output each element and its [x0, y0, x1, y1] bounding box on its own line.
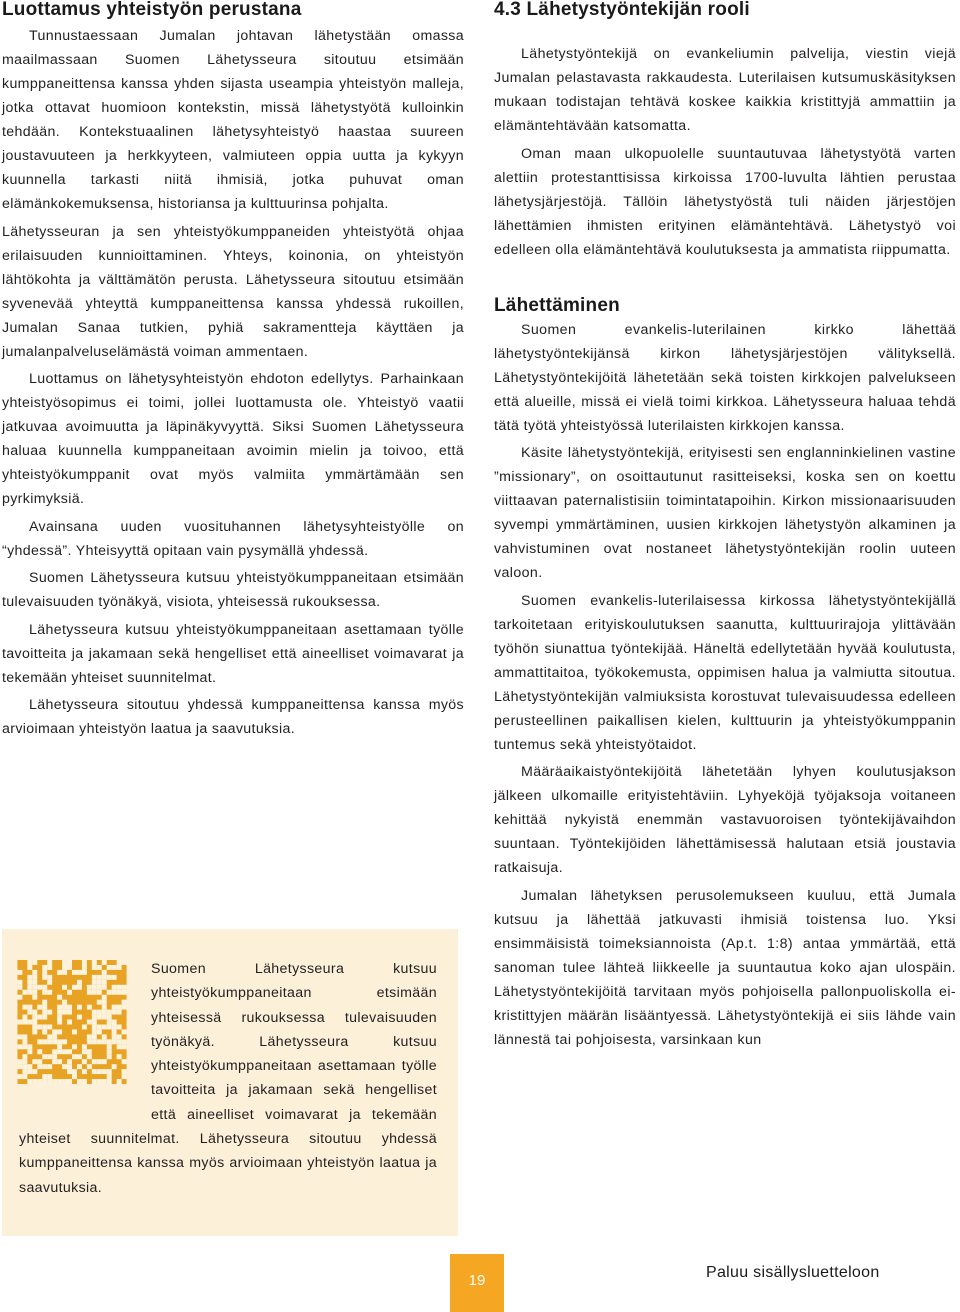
section-heading-luottamus: Luottamus yhteistyön perustana: [2, 0, 302, 20]
page-number: 19: [468, 1272, 486, 1289]
body-paragraph: Suomen evankelis-luterilaisessa kirkossa lähetystyöntekijällä tarkoitetaan erityiskoulutuksen saanutta, kulttuurirajoja ylittävään työhön siunattua työntekijää. Häneltä edellytetään hyvää koulutusta, ammattitaitoa, työkokemusta, oppimisen halua ja valmiutta sitoutua. Lähetystyöntekijän valmiuksista korostuvat tulevaisuudessa edelleen perusteellinen paikallisen kielen, kulttuurin ja yhteistyökumppanin tuntemus sekä yhteistyötaidot.: [494, 592, 956, 753]
body-paragraph: Luottamus on lähetysyhteistyön ehdoton edellytys. Parhainkaan yhteistyösopimus ei toimi, jollei luottamusta ole. Yhteistyö vaatii jatkuvaa avoimuutta ja läpinäkyvyyttä. Siksi Suomen Lähetysseura haluaa kuunnella kumppaneitaan avoimin mielin ja toivoo, että yhteistyökumppanit ovat myös valmiita ymmärtämään sen pyrkimyksiä.: [2, 371, 464, 507]
body-paragraph: Tunnustaessaan Jumalan johtavan lähetystään omassa maailmassaan Suomen Lähetysseura sitoutuu etsimään kumppaneittensa kanssa yhden sijasta useampia yhteistyön malleja, jotka ottavat huomioon kontekstin, missä lähetystyötä kulloinkin tehdään. Kontekstuaalinen lähetysyhteistyö haastaa suureen joustavuuteen ja herkkyyteen, valmiuteen oppia uutta ja kykyyn kuunnella tarkasti niitä ihmisiä, jotka puhuvat oman elämänkokemuksensa, historiansa ja kulttuurinsa pohjalta.: [2, 28, 464, 212]
body-paragraph: Lähetysseura sitoutuu yhdessä kumppaneittensa kanssa myös arvioimaan yhteistyön laatua ja saavutuksia.: [2, 697, 464, 737]
body-paragraph: Suomen Lähetysseura kutsuu yhteistyökumppaneitaan etsimään tulevaisuuden työnäkyä, visiota, yhteisessä rukouksessa.: [2, 570, 464, 610]
body-paragraph: Jumalan lähetyksen perusolemukseen kuuluu, että Jumala kutsuu ja lähettää jatkuvasti ihmisiä toistensa luo. Yksi ensimmäisistä toimeksiannoista (Ap.t. 1:8) antaa ymmärtää, että sanoman tulee lähteä liikkeelle ja suuntautua koko ajan ulospäin. Lähetystyöntekijöitä tarvitaan myös pohjoisella pallonpuoliskolla ei-kristittyjen määrän lisääntyessä. Lähetystyöntekijä ei siis lähde vain lännestä tai pohjoisesta, varsinkaan kun: [494, 887, 956, 1048]
body-paragraph: Lähetystyöntekijä on evankeliumin palvelija, viestin viejä Jumalan pelastavasta rakkaudesta. Luterilaisen kutsumuskäsityksen mukaan todistajan tehtävä koskee kaikkia kristittyjä ammattiin ja elämäntehtävään katsomatta.: [494, 46, 956, 134]
back-to-contents-link[interactable]: Paluu sisällysluetteloon: [706, 1264, 880, 1281]
page-number-badge: [450, 1254, 504, 1312]
section-heading-rooli: 4.3 Lähetystyöntekijän rooli: [494, 0, 750, 20]
body-paragraph: Määräaikaistyöntekijöitä lähetetään lyhyen koulutusjakson jälkeen ulkomaille erityistehtäviin. Lyhyeköjä työjaksoja voitaneen kehittää nykyistä enemmän vastavuoroisen työntekijävaihdon suuntaan. Työntekijöiden lähettämisessä halutaan etsiä joustavia ratkaisuja.: [494, 764, 956, 876]
body-paragraph: Avainsana uuden vuosituhannen lähetysyhteistyölle on “yhdessä”. Yhteisyyttä opitaan vain pysymällä yhdessä.: [2, 518, 464, 559]
subheading-lahettaminen: Lähettäminen: [494, 294, 620, 316]
body-paragraph: Suomen evankelis-luterilainen kirkko lähettää lähetystyöntekijänsä kirkon lähetysjärjestöjen välityksellä. Lähetystyöntekijöitä lähetetään sekä toisten kirkkojen palvelukseen että alueille, missä ei vielä toimi kirkkoa. Lähetysseura haluaa tehdä tätä työtä yhteistyössä luterilaisten kirkkojen kanssa.: [494, 321, 956, 434]
body-paragraph: Lähetysseura kutsuu yhteistyökumppaneitaan asettamaan työlle tavoitteita ja jakamaan sekä hengelliset että aineelliset voimavarat ja tekemään yhteiset suunnitelmat.: [2, 621, 464, 686]
callout-text: Suomen Lähetysseura kutsuu yhteistyökumppaneitaan etsimään yhteisessä rukouksessa tulevaisuuden työnäkyä. Lähetysseura kutsuu yhteistyökumppaneitaan asettamaan työlle tavoitteita ja jakamaan sekä hengelliset että aineelliset voimavarat ja tekemään yhteiset suunnitelmat. Lähetysseura sitoutuu yhdessä kumppaneittensa kanssa myös arvioimaan yhteistyön laatua ja saavutuksia.: [19, 961, 437, 1196]
left-column: [2, 0, 464, 1196]
body-paragraph: Oman maan ulkopuolelle suuntautuvaa lähetystyötä varten alettiin protestanttisissa kirkoissa 1700-luvulta lähtien perustaa lähetysjärjestöjä. Tällöin lähetystyöstä tuli näiden järjestöjen lähettämien ihmisten erityinen elämäntehtävä. Lähetystyö voi edelleen olla elämäntehtävä koulutuksesta ja ammatista riippumatta.: [494, 145, 956, 258]
callout-text-block: [19, 957, 437, 1200]
right-column: [494, 0, 956, 1055]
body-paragraph: Käsite lähetystyöntekijä, erityisesti sen englanninkielinen vastine ”missionary”, on osoittautunut rasitteiseksi, koska sen on koettu viittaavan paternalistisiin toimintatapoihin. Kirkon missionaarisuuden syvempi ymmärtäminen, uusien kirkkojen lähetystyön alkaminen ja vahvistuminen ovat nostaneet lähetystyöntekijän roolin uuteen valoon.: [494, 445, 956, 581]
body-paragraph: Lähetysseuran ja sen yhteistyökumppaneiden yhteistyötä ohjaa erilaisuuden kunnioittaminen. Yhteys, koinonia, on yhteistyön lähtökohta ja välttämätön perusta. Lähetysseura sitoutuu etsimään syvenevää yhteyttä kumppaneittensa kanssa yhdessä rukoillen, Jumalan Sanaa tutkien, pyhiä sakramentteja käyttäen ja jumalanpalveluselämästä voiman ammentaen.: [2, 223, 464, 360]
callout-box: [2, 929, 458, 1236]
